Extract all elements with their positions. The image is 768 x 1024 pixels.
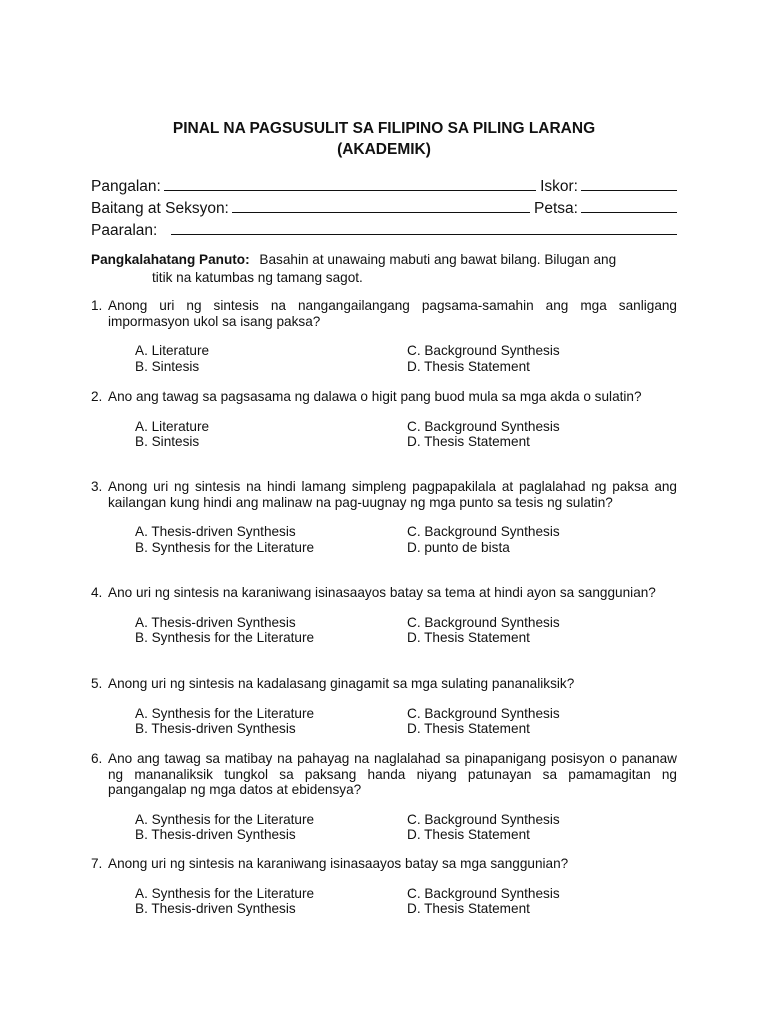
- instructions: [91, 251, 677, 287]
- option-c[interactable]: C. Background Synthesis: [407, 705, 560, 721]
- school-row: [91, 219, 677, 241]
- exam-title: [0, 118, 768, 160]
- question-4: [91, 585, 677, 646]
- instructions-line1: Basahin at unawaing mabuti ang bawat bilang. Bilugan ang: [259, 252, 617, 267]
- option-a[interactable]: A. Synthesis for the Literature: [135, 885, 315, 901]
- question-number: 6.: [91, 751, 103, 766]
- question-number: 7.: [91, 856, 103, 871]
- question-5: [91, 676, 677, 737]
- option-c[interactable]: C. Background Synthesis: [407, 343, 560, 358]
- option-b[interactable]: B. Thesis-driven Synthesis: [135, 827, 296, 842]
- option-c[interactable]: C. Background Synthesis: [407, 885, 560, 901]
- question-1: [91, 298, 677, 374]
- option-b[interactable]: B. Sintesis: [135, 358, 200, 374]
- grade-section-label: Baitang at Seksyon:: [91, 200, 229, 217]
- question-text: Ano ang tawag sa pagsasama ng dalawa o higit pang buod mula sa mga akda o sulatin?: [108, 389, 642, 404]
- option-a[interactable]: A. Synthesis for the Literature: [135, 705, 315, 721]
- school-blank[interactable]: [171, 219, 677, 235]
- score-blank[interactable]: [581, 175, 677, 191]
- question-text: Anong uri ng sintesis na hindi lamang simpleng pagpapakilala at paglalahad ng paksa ang kailangan kung hindi ang malinaw na pag-uugnay ng mga punto sa tesis ng sulatin?: [108, 479, 677, 510]
- option-a[interactable]: A. Thesis-driven Synthesis: [135, 524, 296, 539]
- option-d[interactable]: D. Thesis Statement: [407, 358, 530, 374]
- question-number: 5.: [91, 676, 103, 691]
- option-d[interactable]: D. Thesis Statement: [407, 721, 530, 736]
- option-c[interactable]: C. Background Synthesis: [407, 418, 560, 434]
- option-c[interactable]: C. Background Synthesis: [407, 614, 560, 630]
- question-text: Ano uri ng sintesis na karaniwang isinasaayos batay sa tema at hindi ayon sa sanggunian?: [108, 585, 656, 600]
- grade-section-blank[interactable]: [232, 197, 530, 213]
- question-text: Anong uri ng sintesis na karaniwang isinasaayos batay sa mga sanggunian?: [108, 856, 569, 871]
- option-a[interactable]: A. Synthesis for the Literature: [135, 811, 315, 827]
- question-number: 3.: [91, 479, 103, 494]
- question-number: 4.: [91, 585, 103, 600]
- option-b[interactable]: B. Sintesis: [135, 434, 200, 449]
- exam-title-line1: PINAL NA PAGSUSULIT SA FILIPINO SA PILING LARANG: [172, 120, 596, 137]
- option-b[interactable]: B. Thesis-driven Synthesis: [135, 901, 296, 916]
- question-2: [91, 389, 677, 450]
- exam-title-line2: (AKADEMIK): [337, 141, 431, 158]
- option-b[interactable]: B. Synthesis for the Literature: [135, 630, 315, 645]
- option-d[interactable]: D. Thesis Statement: [407, 630, 530, 645]
- name-score-row: [91, 175, 677, 197]
- score-label: Iskor:: [540, 178, 578, 195]
- question-3: [91, 479, 677, 555]
- option-c[interactable]: C. Background Synthesis: [407, 524, 560, 539]
- option-a[interactable]: A. Thesis-driven Synthesis: [135, 614, 296, 630]
- option-b[interactable]: B. Synthesis for the Literature: [135, 539, 315, 555]
- question-text: Anong uri ng sintesis na kadalasang ginagamit sa mga sulating pananaliksik?: [108, 676, 575, 691]
- name-blank[interactable]: [164, 175, 536, 191]
- question-7: [91, 856, 677, 917]
- option-d[interactable]: D. punto de bista: [407, 539, 510, 555]
- instructions-line2: titik na katumbas ng tamang sagot.: [152, 270, 363, 285]
- option-a[interactable]: A. Literature: [135, 343, 210, 358]
- question-number: 1.: [91, 298, 103, 313]
- option-b[interactable]: B. Thesis-driven Synthesis: [135, 721, 296, 736]
- option-a[interactable]: A. Literature: [135, 418, 210, 434]
- option-c[interactable]: C. Background Synthesis: [407, 811, 560, 827]
- option-d[interactable]: D. Thesis Statement: [407, 901, 530, 916]
- question-number: 2.: [91, 389, 103, 404]
- question-6: [91, 751, 677, 843]
- name-label: Pangalan:: [91, 178, 161, 195]
- date-blank[interactable]: [581, 197, 677, 213]
- question-text: Ano ang tawag sa matibay na pahayag na naglalahad sa pinapanigang posisyon o pananaw ng mananaliksik tungkol sa paksang handa niyang patunayan sa pamamagitan ng pangangalap ng mga datos at ebidensya?: [108, 751, 677, 797]
- question-text: Anong uri ng sintesis na nangangailangang pagsama-samahin ang mga sanligang impormasyon ukol sa isang paksa?: [108, 298, 677, 329]
- option-d[interactable]: D. Thesis Statement: [407, 827, 530, 842]
- school-label: Paaralan:: [91, 222, 158, 239]
- option-d[interactable]: D. Thesis Statement: [407, 434, 530, 449]
- grade-date-row: [91, 197, 677, 219]
- instructions-heading: Pangkalahatang Panuto:: [91, 252, 250, 267]
- date-label: Petsa:: [534, 200, 578, 217]
